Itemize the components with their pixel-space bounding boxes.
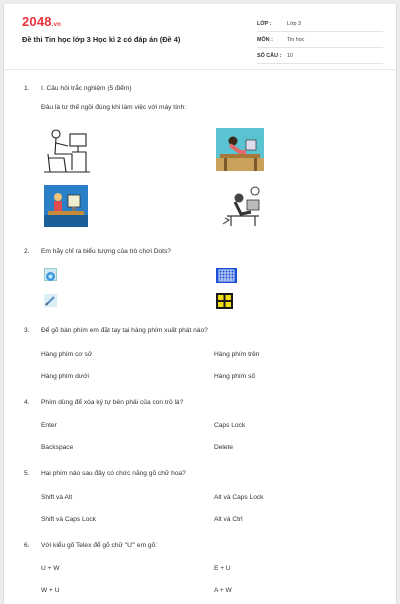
question-text: Hai phím nào sau đây có chức năng gõ chữ hoa? xyxy=(41,470,186,477)
question-6 xyxy=(24,542,157,549)
posture-bad-icon[interactable] xyxy=(219,186,267,228)
question-1-prompt: Đâu là tư thế ngồi đúng khi làm việc với máy tính: xyxy=(41,104,187,111)
answer-option[interactable]: Shift và Alt xyxy=(41,494,73,501)
question-number: 3. xyxy=(24,327,30,334)
exam-page xyxy=(3,4,397,604)
question-number: 4. xyxy=(24,399,30,406)
question-number: 6. xyxy=(24,542,30,549)
question-text: Để gõ bàn phím em đặt tay tại hàng phím xuất phát nào? xyxy=(41,327,208,334)
meta-key: SỐ CÂU : xyxy=(257,52,282,59)
answer-option[interactable]: Hàng phím số xyxy=(214,373,256,380)
meta-key: LỚP : xyxy=(257,20,272,27)
question-text: Em hãy chỉ ra biểu tượng của trò chơi Dots? xyxy=(41,248,171,255)
posture-sketch-icon[interactable] xyxy=(42,128,92,176)
answer-option[interactable]: Caps Lock xyxy=(214,422,246,429)
answer-option[interactable]: Hàng phím dưới xyxy=(41,373,89,380)
question-1 xyxy=(24,85,132,92)
answer-option[interactable]: Alt và Ctrl xyxy=(214,516,243,523)
question-text: Phím dùng để xóa ký tự bên phải của con trỏ là? xyxy=(41,399,184,406)
answer-option[interactable]: Delete xyxy=(214,444,234,451)
answer-option[interactable]: Enter xyxy=(41,422,57,429)
question-4 xyxy=(24,399,183,406)
answer-option[interactable]: U + W xyxy=(41,565,60,572)
question-2 xyxy=(24,248,171,255)
meta-class xyxy=(257,16,383,32)
answer-option[interactable]: Hàng phím cơ sở xyxy=(41,351,93,358)
page-header xyxy=(4,4,396,70)
site-logo[interactable] xyxy=(22,14,61,29)
exam-meta xyxy=(257,16,383,64)
pencil-app-icon[interactable] xyxy=(44,294,57,307)
question-text: I. Câu hỏi trắc nghiệm (5 điểm) xyxy=(41,85,132,92)
question-number: 1. xyxy=(24,85,30,92)
meta-value: 10 xyxy=(287,52,293,59)
question-number: 5. xyxy=(24,470,30,477)
meta-value: Tin học xyxy=(287,36,305,43)
question-number: 2. xyxy=(24,248,30,255)
meta-key: MÔN : xyxy=(257,36,273,43)
answer-option[interactable]: A + W xyxy=(214,587,232,594)
page-title: Đề thi Tin học lớp 3 Học kì 2 có đáp án (Đề 4) xyxy=(22,35,181,44)
dots-game-icon[interactable] xyxy=(216,293,233,309)
meta-value: Lớp 3 xyxy=(287,20,302,27)
question-3 xyxy=(24,327,208,334)
answer-option[interactable]: E + U xyxy=(214,565,231,572)
globe-app-icon[interactable] xyxy=(44,268,57,281)
answer-option[interactable]: Shift và Caps Lock xyxy=(41,516,96,523)
answer-option[interactable]: Backspace xyxy=(41,444,74,451)
grid-app-icon[interactable] xyxy=(216,268,237,283)
question-5 xyxy=(24,470,186,477)
question-text: Với kiểu gõ Telex để gõ chữ "Ư" em gõ: xyxy=(41,542,158,549)
posture-cartoon-icon[interactable] xyxy=(216,128,264,171)
logo-text: 2048 xyxy=(22,14,52,29)
answer-option[interactable]: W + U xyxy=(41,587,60,594)
answer-option[interactable]: Alt và Caps Lock xyxy=(214,494,264,501)
posture-blue-icon[interactable] xyxy=(44,185,88,227)
meta-count xyxy=(257,48,383,64)
logo-tld: .vn xyxy=(51,22,62,28)
answer-option[interactable]: Hàng phím trên xyxy=(214,351,260,358)
meta-subject xyxy=(257,32,383,48)
